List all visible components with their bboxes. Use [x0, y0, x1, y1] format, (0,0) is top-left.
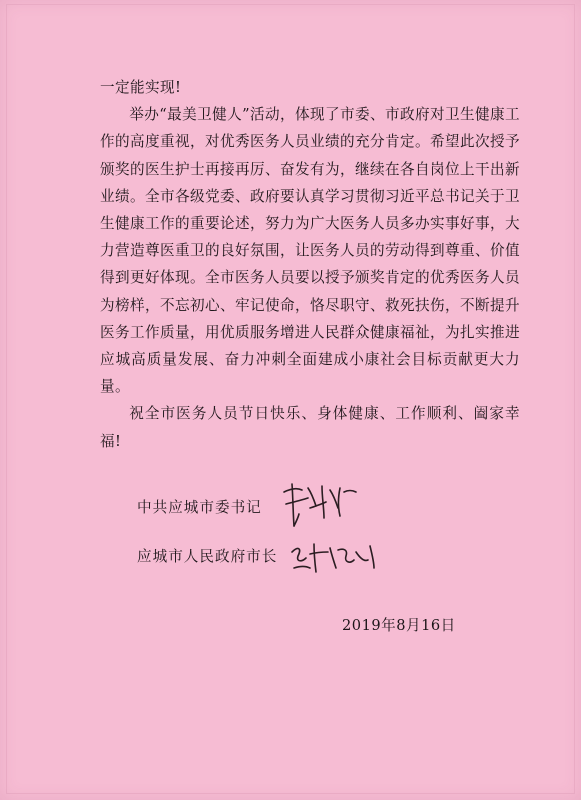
- opening-line: 一定能实现!: [100, 79, 182, 96]
- closing-wishes: 祝全市医务人员节日快乐、身体健康、工作顺利、阖家幸福!: [100, 405, 520, 450]
- mayor-signature: [288, 538, 388, 578]
- letter-body: [100, 74, 520, 455]
- main-paragraph: 举办“最美卫健人”活动，体现了市委、市政府对卫生健康工作的高度重视，对优秀医务人员业绩的充分肯定。希望此次授予颁奖的医生护士再接再厉、奋发有为，继续在各自岗位上干出新业绩。全市各级党委、政府要认真学习贯彻习近平总书记关于卫生健康工作的重要论述，努力为广大医务人员多办实事好事，大力营造尊医重卫的良好氛围，让医务人员的劳动得到尊重、价值得到更好体现。全市医务人员要以授予颁奖肯定的优秀医务人员为榜样，不忘初心、牢记使命，恪尽职守、救死扶伤，不断提升医务工作质量，用优质服务增进人民群众健康福祉，为扎实推进应城高质量发展、奋力冲刺全面建成小康社会目标贡献更大力量。: [100, 106, 520, 396]
- letter-date: 2019年8月16日: [342, 617, 456, 634]
- secretary-signature: [278, 478, 368, 538]
- secretary-title: 中共应城市委书记: [137, 499, 262, 516]
- mayor-title: 应城市人民政府市长: [137, 548, 278, 565]
